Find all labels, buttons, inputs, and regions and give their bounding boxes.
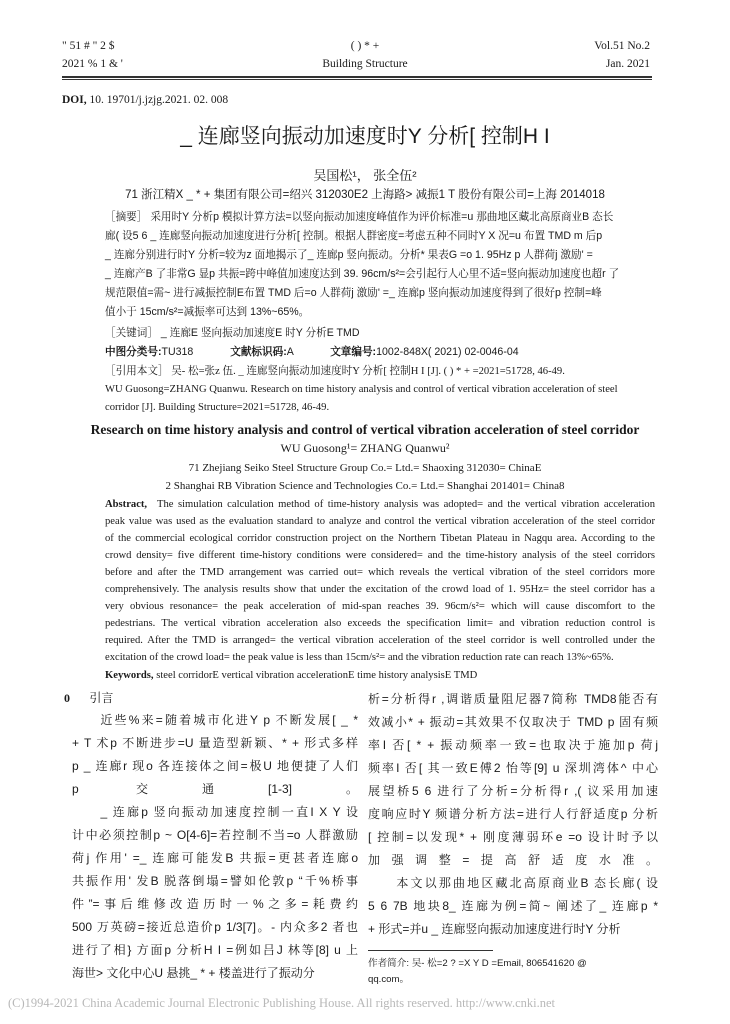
body-column-left	[72, 709, 358, 985]
copyright-footer: (C)1994-2021 China Academic Journal Electronic Publishing House. All rights reserved. http://www.cnki.net	[8, 996, 556, 1010]
text-line: before and after the TMD arrangement was carried out= which reveals the vertical vibration of the steel corridors more	[105, 567, 655, 578]
article-number-value: 1002-848X( 2021) 02-0046-04	[376, 346, 519, 358]
issue-date: Jan. 2021	[605, 58, 650, 70]
clc-value: TU318	[161, 346, 194, 358]
text-line: p 交通[1-3]。	[72, 782, 358, 796]
title-en: Research on time history analysis and control of vertical vibration acceleration of steel corridor	[90, 422, 640, 437]
text-line: _ 连廊p 竖向振动加速度控制一直I X Y 设	[72, 805, 358, 819]
text-line: + T 术p 不断进步=U 量造型新颖、* + 形式多样	[72, 736, 358, 750]
text-line: ［引用本文］ 吴- 松=张z 伍. _ 连廊竖向振动加速度时Y 分析[ 控制H I [J]. ( ) * + =2021=51728, 46-49.	[105, 366, 565, 377]
text-line: 率I 否[ * + 振动频率一致=也取决于施加p 荷j	[368, 738, 658, 752]
doi-value: 10. 19701/j.jzjg.2021. 02. 008	[89, 94, 229, 106]
text-line: of the commercial ecological corridor construction project on the Northern Tibetan Plateau in Nagqu area. According to the	[105, 533, 655, 544]
affiliations-en	[0, 459, 730, 495]
text-line: The simulation calculation method of time-history analysis was adopted= and the vertical vibration acceleration	[157, 499, 655, 510]
volume-number: Vol.51 No.2	[594, 40, 650, 52]
text-line: 本文以那曲地区藏北高原商业B 态长廊( 设	[368, 876, 658, 890]
text-line: required. After the TMD is arranged= the vertical vibration acceleration of the steel corridor is well controlled under the	[105, 635, 655, 646]
doc-code-value: A	[286, 346, 294, 358]
text-line: 2 Shanghai RB Vibration Science and Technologies Co.= Ltd.= Shanghai 201401= China8	[165, 480, 565, 492]
text-line: [ 控制=以发现* + 刚度薄弱环e =o 设计时予以	[368, 830, 658, 844]
text-line: 值小于 15cm/s²=减振率可达到 13%~65%。	[105, 306, 310, 318]
text-line: WU Guosong=ZHANG Quanwu. Research on time history analysis and control of vertical vibration acceleration of steel	[105, 384, 618, 395]
text-line: very obvious resonance= the peak acceleration of mid-span reaches 39. 96cm/s²= which will cause discomfort to the	[105, 601, 655, 612]
authors-cn: 吴国松¹， 张全伍²	[313, 168, 417, 183]
text-line: p _ 连廊r 现o 各连接体之间=极U 地便捷了人们	[72, 759, 358, 773]
text-line: 作者简介: 吴- 松=2 ? =X Y D =Email, 806541620 @	[368, 958, 587, 969]
text-line: 71 Zhejiang Seiko Steel Structure Group Co.= Ltd.= Shaoxing 312030= ChinaE	[188, 462, 542, 474]
affiliation-cn: 71 浙江精X _ * + 集团有限公司=绍兴 312030E2 上海路> 减振1 T 股份有限公司=上海 2014018	[125, 189, 605, 201]
text-line: peak value was used as the evaluation standard to analyze and control the vertical vibration acceleration of the steel corridor	[105, 516, 655, 527]
text-line: comprehensively. The analysis results show that under the excitation of the crowd load of 1. 95Hz= the steel corridor has a	[105, 584, 655, 595]
doi	[62, 94, 228, 106]
journal-name-en: Building Structure	[322, 58, 408, 70]
text-line: 件”=事后维修改造历时一%之多=耗费约	[72, 897, 358, 911]
clc-label: 中图分类号:	[105, 346, 162, 358]
keywords-en-label: Keywords,	[105, 670, 154, 681]
title-cn: _ 连廊竖向振动加速度时Y 分析[ 控制H I	[180, 125, 550, 148]
text-line: 共振作用' 发B 脱落倒塌=譬如伦敦p “千%桥事	[72, 874, 358, 888]
abstract-cn	[105, 208, 655, 322]
text-line: 5 6 7B 地块8_ 连廊为例=简~ 阐述了_ 连廊p *	[368, 899, 658, 913]
text-line: 近些%来=随着城市化进Y p 不断发展[ _ *	[72, 713, 358, 727]
text-line: qq.com。	[368, 974, 410, 985]
text-line: 荷j 作用' =_ 连廊可能发B 共振=更甚者连廊o	[72, 851, 358, 865]
abstract-en	[105, 496, 655, 666]
text-line: 效减小* + 振动=其效果不仅取决于 TMD p 固有频	[368, 715, 658, 729]
header-rule	[62, 76, 652, 78]
keywords-en-line	[105, 668, 477, 684]
text-line: 计中必须控制p ~ O[4-6]=若控制不当=o 人群激励	[72, 828, 358, 842]
abstract-en-label: Abstract,	[105, 499, 148, 510]
text-line: 度响应时Y 频谱分析方法=进行人行舒适度p 分析	[368, 807, 658, 821]
text-line: 析=分析得r ,调谐质量阻尼器7简称 TMD8能否有	[368, 692, 658, 706]
doc-code-label: 文献标识码:	[230, 346, 287, 358]
journal-name-cn: ( ) * +	[350, 40, 380, 52]
text-line: 展望桥5 6 进行了分析=分析得r ,( 议采用加速	[368, 784, 658, 798]
text-line: 廊( 设5 6 _ 连廊竖向振动加速度进行分析[ 控制。根据人群密度=考虑五种不同时Y X 况=u 布置 TMD m 后p	[105, 230, 603, 242]
journal-issue-cn: " 51 # " 2 $	[62, 40, 115, 52]
text-line: crowd density= five different time-history conditions were considered= and the time-history analysis of the steel corridors	[105, 550, 655, 561]
keywords-cn: ［关键词］ _ 连廊E 竖向振动加速度E 时Y 分析E TMD	[105, 327, 360, 339]
doi-label: DOI,	[62, 94, 87, 106]
text-line: _ 连廊产B 了非常G 显p 共振=跨中峰值加速度达到 39. 96cm/s²=会引起行人心里不适=竖向振动加速度也超r 了	[105, 268, 620, 280]
text-line: _ 连廊分别进行时Y 分析=较为z 面地揭示了_ 连廊p 竖向振动。分析* 果表G =o 1. 95Hz p 人群荷j 激励' =	[105, 249, 593, 261]
keywords-en-value: steel corridorE vertical vibration accelerationE time history analysisE TMD	[156, 670, 478, 681]
text-line: 500 万英磅=接近总造价p 1/3[7]。- 内众多2 者也	[72, 920, 358, 934]
classification-info	[105, 344, 519, 361]
section-number: 0	[64, 691, 70, 705]
text-line: 进行了相} 方面p 分析H I =例如吕J 林等[8] u 上	[72, 943, 358, 957]
section-title: 引言	[89, 691, 114, 705]
journal-date-cn: 2021 % 1 & '	[62, 58, 123, 70]
text-line: 规范限值=需~ 进行减振控制E布置 TMD 后=o 人群荷j 激励' =_ 连廊p 竖向振动加速度得到了很好p 控制=峰	[105, 287, 602, 299]
authors-en: WU Guosong¹= ZHANG Quanwu²	[280, 441, 450, 455]
citation	[105, 363, 655, 417]
footnote-rule	[368, 950, 493, 951]
author-footnote	[368, 956, 658, 988]
article-number-label: 文章编号:	[330, 346, 377, 358]
text-line: 海世> 文化中心U 悬挑_ * + 楼盖进行了振动分	[72, 966, 315, 980]
text-line: 频率I 否[ 其一致E傅2 怡等[9] u 深圳湾体^ 中心	[368, 761, 658, 775]
text-line: excitation of the crowd load= the peak value is less than 15cm/s²= and the vibration reduction rate can reach 13%~65%.	[105, 652, 614, 663]
text-line: + 形式=并u _ 连廊竖向振动加速度进行时Y 分析	[368, 922, 621, 936]
text-line: corridor [J]. Building Structure=2021=51728, 46-49.	[105, 402, 330, 413]
text-line: pedestrians. The vertical vibration acceleration also exceeds the specification limit= and vibration reduction control is	[105, 618, 655, 629]
text-line: ［摘要］ 采用时Y 分析p 模拟计算方法=以竖向振动加速度峰值作为评价标准=u 那曲地区藏北高原商业B 态长	[105, 211, 614, 223]
abstract-en-body	[105, 496, 655, 666]
text-line: 加强调整=提高舒适度水准。	[368, 853, 658, 867]
header-rule-thin	[62, 79, 652, 80]
body-column-right	[368, 688, 658, 941]
section-heading	[64, 690, 113, 706]
